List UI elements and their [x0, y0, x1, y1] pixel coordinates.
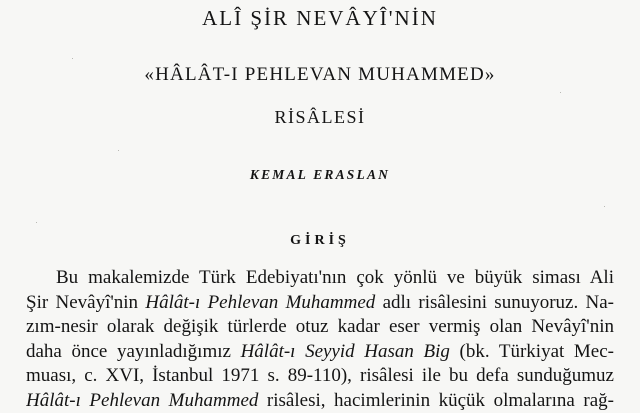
- scan-speck: [604, 206, 605, 207]
- section-heading: GİRİŞ: [0, 233, 640, 249]
- body-paragraph: [26, 266, 614, 413]
- body-line-2-text-b: adlı risâlesini sunuyoruz. Na-: [375, 292, 614, 313]
- body-line-4: [26, 340, 614, 365]
- title-line-1: ALÎ ŞİR NEVÂYÎ'NİN: [0, 6, 640, 31]
- scan-speck: [118, 150, 119, 151]
- body-line-6-text-b: risâlesi, hacimlerinin küçük olmalarına rağ-: [258, 390, 614, 411]
- scan-speck: [560, 92, 561, 93]
- body-line-4-text-b: (bk. Türkiyat Mec-: [450, 341, 614, 362]
- scan-speck: [72, 58, 73, 59]
- body-line-5: muası, c. XVI, İstanbul 1971 s. 89-110), risâlesi ile bu defa sunduğumuz: [26, 364, 614, 389]
- title-line-3: RİSÂLESİ: [0, 107, 640, 128]
- body-line-1: Bu makalemizde Türk Edebiyatı'nın çok yönlü ve büyük siması Ali: [26, 266, 614, 291]
- body-line-4-text-a: daha önce yayınladığımız: [26, 341, 241, 362]
- body-line-6: [26, 389, 614, 413]
- body-line-2: [26, 291, 614, 316]
- work-title-italic: Hâlât-ı Seyyid Hasan Big: [241, 341, 450, 362]
- work-title-italic: Hâlât-ı Pehlevan Muhammed: [145, 292, 375, 313]
- author-name: KEMAL ERASLAN: [0, 167, 640, 183]
- work-title-italic: Hâlât-ı Pehlevan Muhammed: [26, 390, 258, 411]
- scan-speck: [36, 222, 37, 223]
- title-line-2: «HÂLÂT-I PEHLEVAN MUHAMMED»: [0, 64, 640, 86]
- body-line-3: zım-nesir olarak değişik türlerde otuz kadar eser vermiş olan Nevâyî'nin: [26, 315, 614, 340]
- body-line-2-text-a: Şir Nevâyî'nin: [26, 292, 145, 313]
